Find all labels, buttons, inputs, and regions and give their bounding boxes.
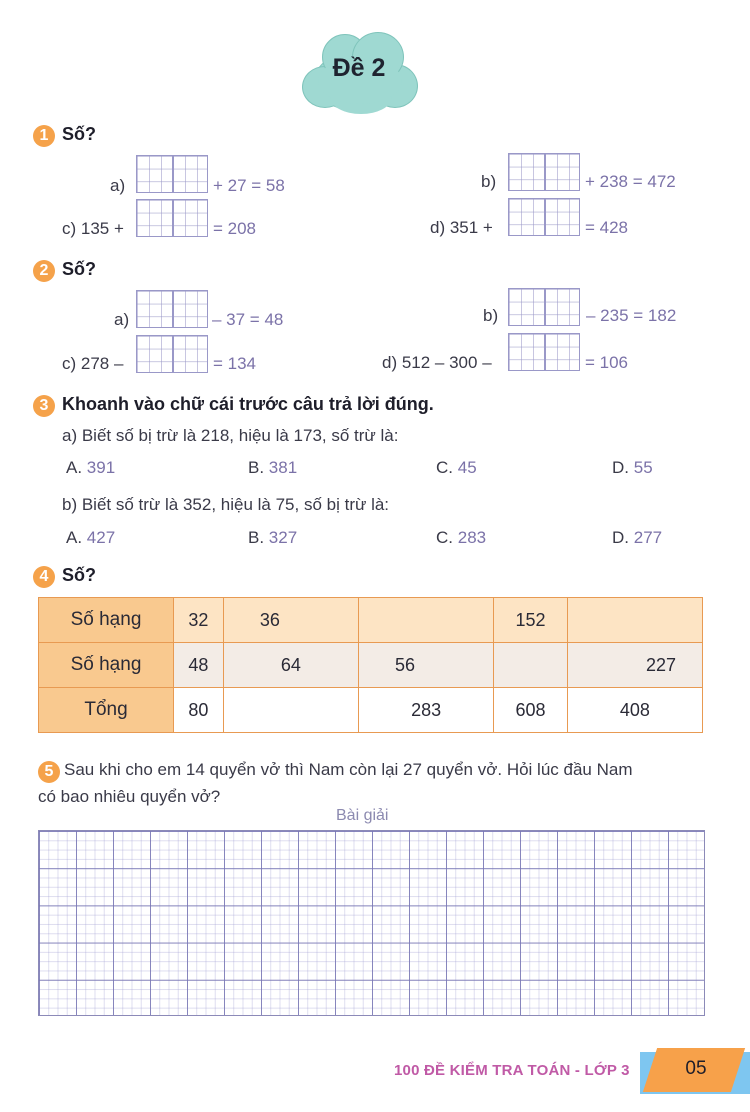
table-cell-blank[interactable] xyxy=(223,688,358,733)
table-cell: 36 xyxy=(223,598,358,643)
q2b-label: b) xyxy=(483,306,499,325)
q3a-prompt: a) Biết số bị trừ là 218, hiệu là 173, số trừ là: xyxy=(62,426,399,445)
page-title: Đề 2 xyxy=(332,54,386,82)
table-cell-blank[interactable] xyxy=(494,643,568,688)
question-number-3: 3 xyxy=(33,395,55,417)
q1c-equation: = 208 xyxy=(213,219,257,238)
q1a-answer-box[interactable] xyxy=(136,155,208,193)
table-cell: 56 xyxy=(359,643,494,688)
q1a-equation: + 27 = 58 xyxy=(213,176,285,195)
table-row xyxy=(39,688,703,733)
table-cell: 152 xyxy=(494,598,568,643)
q1b-label: b) xyxy=(481,172,497,191)
q1c-answer-box[interactable] xyxy=(136,199,208,237)
q2a-label: a) xyxy=(114,310,130,329)
q3a-option-a[interactable]: A. 391 xyxy=(66,458,116,477)
q2b-answer-box[interactable] xyxy=(508,288,580,326)
table-row xyxy=(39,598,703,643)
q1b-equation: + 238 = 472 xyxy=(585,172,676,191)
q2b-equation: – 235 = 182 xyxy=(586,306,677,325)
question-1-heading: Số? xyxy=(62,124,96,144)
table-cell: 64 xyxy=(223,643,358,688)
q2c-equation: = 134 xyxy=(213,354,257,373)
q3b-prompt: b) Biết số trừ là 352, hiệu là 75, số bị trừ là: xyxy=(62,495,390,514)
q2a-equation: – 37 = 48 xyxy=(212,310,284,329)
table-cell: 80 xyxy=(174,688,224,733)
q3a-option-b[interactable]: B. 381 xyxy=(248,458,298,477)
q1b-answer-box[interactable] xyxy=(508,153,580,191)
table-cell: 32 xyxy=(174,598,224,643)
q3b-option-a[interactable]: A. 427 xyxy=(66,528,116,547)
q2d-prefix: d) 512 – 300 – xyxy=(382,353,492,372)
question-4-heading: Số? xyxy=(62,565,96,585)
solution-writing-grid[interactable] xyxy=(38,830,705,1016)
sum-table xyxy=(38,597,703,733)
table-cell-blank[interactable] xyxy=(567,598,702,643)
footer-book-title: 100 ĐỀ KIỂM TRA TOÁN - LỚP 3 xyxy=(394,1062,630,1079)
table-cell: 227 xyxy=(567,643,702,688)
table-cell: 48 xyxy=(174,643,224,688)
q5-problem-line-1: Sau khi cho em 14 quyển vở thì Nam còn lại 27 quyển vở. Hỏi lúc đầu Nam xyxy=(64,760,633,779)
question-2-heading: Số? xyxy=(62,259,96,279)
q5-problem-line-2: có bao nhiêu quyển vở? xyxy=(38,787,221,806)
q1a-label: a) xyxy=(110,176,126,195)
q3b-option-b[interactable]: B. 327 xyxy=(248,528,298,547)
q2c-prefix: c) 278 – xyxy=(62,354,124,373)
q1d-prefix: d) 351 + xyxy=(430,218,493,237)
question-number-5: 5 xyxy=(38,761,60,783)
table-cell: 283 xyxy=(359,688,494,733)
question-number-2: 2 xyxy=(33,260,55,282)
q1c-prefix: c) 135 + xyxy=(62,219,124,238)
q2c-answer-box[interactable] xyxy=(136,335,208,373)
q3b-option-c[interactable]: C. 283 xyxy=(436,528,487,547)
q2a-answer-box[interactable] xyxy=(136,290,208,328)
q3a-option-c[interactable]: C. 45 xyxy=(436,458,477,477)
q1d-answer-box[interactable] xyxy=(508,198,580,236)
question-3-heading: Khoanh vào chữ cái trước câu trả lời đúng. xyxy=(62,394,434,414)
page-number: 05 xyxy=(685,1058,707,1079)
q2d-equation: = 106 xyxy=(585,353,629,372)
q1d-equation: = 428 xyxy=(585,218,629,237)
table-cell: 608 xyxy=(494,688,568,733)
q3a-option-d[interactable]: D. 55 xyxy=(612,458,653,477)
row-header-sum: Tổng xyxy=(39,688,174,733)
solution-label: Bài giải xyxy=(336,807,389,824)
table-cell-blank[interactable] xyxy=(359,598,494,643)
q3b-option-d[interactable]: D. 277 xyxy=(612,528,663,547)
question-number-1: 1 xyxy=(33,125,55,147)
title-cloud xyxy=(300,28,418,118)
table-row xyxy=(39,643,703,688)
q2d-answer-box[interactable] xyxy=(508,333,580,371)
row-header-addend-2: Số hạng xyxy=(39,643,174,688)
table-cell: 408 xyxy=(567,688,702,733)
question-number-4: 4 xyxy=(33,566,55,588)
row-header-addend-1: Số hạng xyxy=(39,598,174,643)
